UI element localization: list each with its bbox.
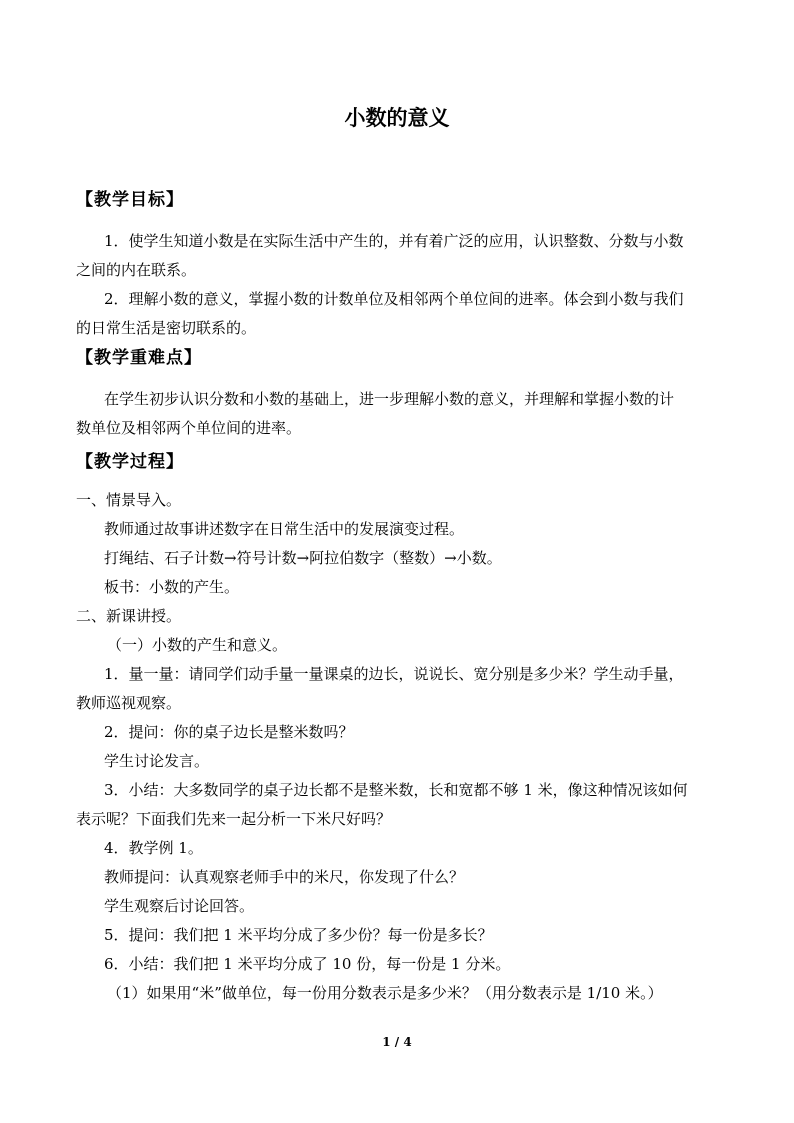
key-points-line: 数单位及相邻两个单位间的进率。 xyxy=(76,419,302,437)
process-line: 2．提问：你的桌子边长是整米数吗？ xyxy=(104,723,354,741)
process-line: 表示呢？下面我们先来一起分析一下米尺好吗？ xyxy=(76,810,392,828)
process-line: 二、新课讲授。 xyxy=(76,607,182,625)
objectives-line: 之间的内在联系。 xyxy=(76,261,197,279)
objectives-line: 的日常生活是密切联系的。 xyxy=(76,319,257,337)
process-line: 一、情景导入。 xyxy=(76,491,182,509)
process-line: 学生讨论发言。 xyxy=(104,752,210,770)
section-heading-process: 【教学过程】 xyxy=(76,452,184,472)
process-line: 板书：小数的产生。 xyxy=(104,578,240,596)
process-line: 打绳结、石子计数→符号计数→阿拉伯数字（整数）→小数。 xyxy=(104,549,502,567)
process-line: 6．小结：我们把 1 米平均分成了 10 份，每一份是 1 分米。 xyxy=(104,955,511,973)
process-line: （一）小数的产生和意义。 xyxy=(107,636,288,654)
process-line: 教师巡视观察。 xyxy=(76,694,182,712)
process-line: 1．量一量：请同学们动手量一量课桌的边长，说说长、宽分别是多少米？学生动手量， xyxy=(104,665,684,683)
objectives-line: 2．理解小数的意义，掌握小数的计数单位及相邻两个单位间的进率。体会到小数与我们 xyxy=(104,290,684,308)
key-points-line: 在学生初步认识分数和小数的基础上，进一步理解小数的意义，并理解和掌握小数的计 xyxy=(104,390,675,408)
process-line: （1）如果用“米”做单位，每一份用分数表示是多少米？（用分数表示是 1/10 米。） xyxy=(107,984,663,1002)
process-line: 教师通过故事讲述数字在日常生活中的发展演变过程。 xyxy=(104,520,465,538)
page-number: 1 / 4 xyxy=(382,1035,412,1049)
process-line: 5．提问：我们把 1 米平均分成了多少份？每一份是多长？ xyxy=(104,926,493,944)
process-line: 教师提问：认真观察老师手中的米尺，你发现了什么？ xyxy=(104,868,465,886)
process-line: 学生观察后讨论回答。 xyxy=(104,897,255,915)
section-heading-objectives: 【教学目标】 xyxy=(76,190,184,210)
process-line: 3．小结：大多数同学的桌子边长都不是整米数，长和宽都不够 1 米，像这种情况该如何 xyxy=(104,781,688,799)
process-line: 4．教学例 1。 xyxy=(104,839,203,857)
section-heading-key-points: 【教学重难点】 xyxy=(76,348,202,368)
page-title: 小数的意义 xyxy=(344,105,450,130)
objectives-line: 1．使学生知道小数是在实际生活中产生的，并有着广泛的应用，认识整数、分数与小数 xyxy=(104,232,684,250)
